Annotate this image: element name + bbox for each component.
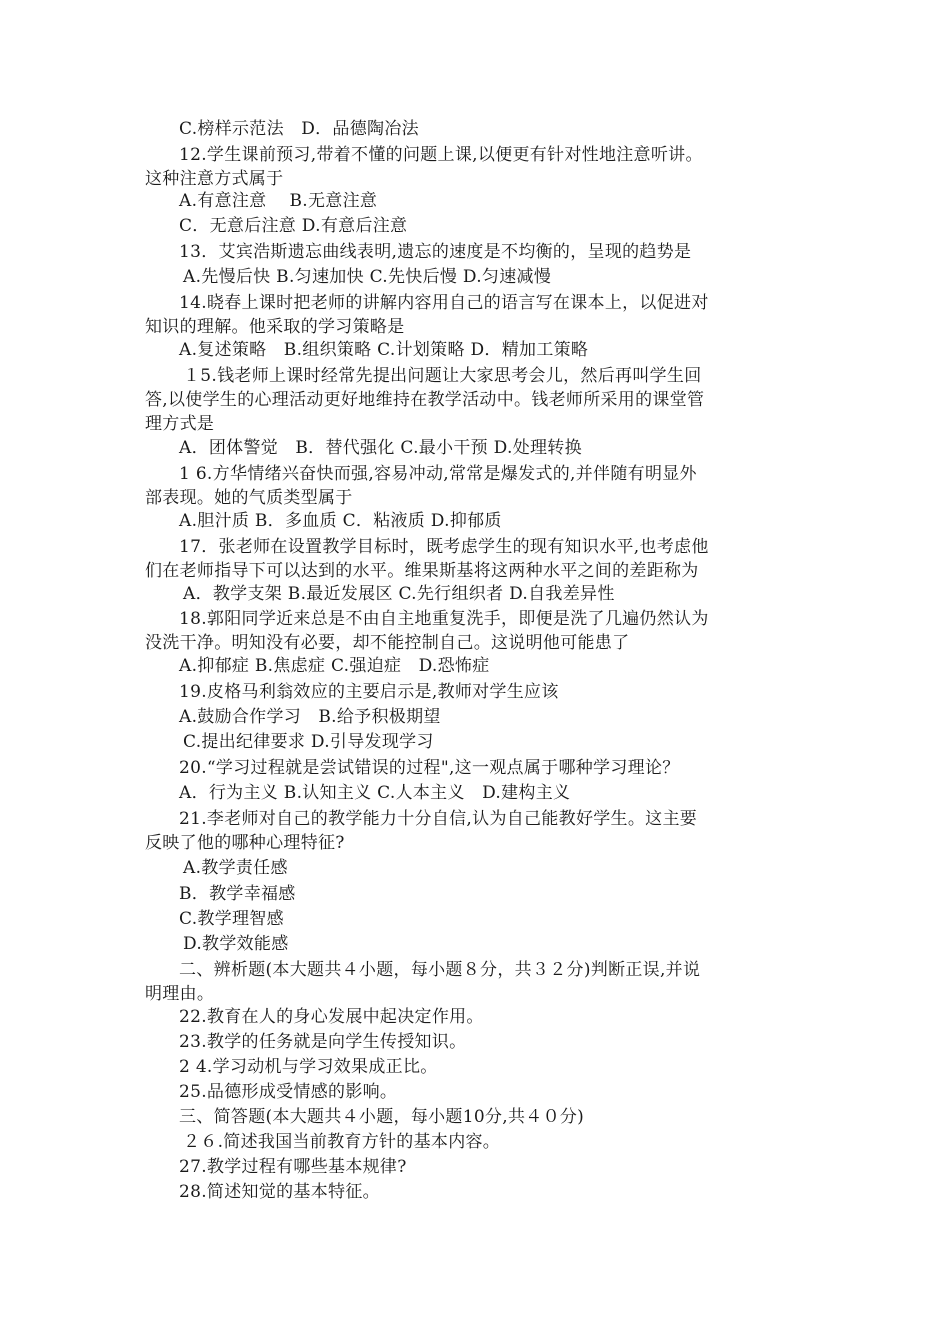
question-14: 14.晓春上课时把老师的讲解内容用自己的语言写在课本上，以促进对 — [179, 293, 709, 313]
question-12-cont: 这种注意方式属于 — [145, 169, 284, 189]
option-line-q17: A．教学支架 B.最近发展区 C.先行组织者 D.自我差异性 — [183, 584, 615, 604]
option-q21d: D.教学效能感 — [183, 934, 289, 954]
question-25: 25.品德形成受情感的影响。 — [179, 1082, 398, 1102]
question-26: ２６.简述我国当前教育方针的基本内容。 — [183, 1132, 501, 1152]
question-24: 2 4.学习动机与学习效果成正比。 — [179, 1057, 438, 1077]
option-line-q18: A.抑郁症 B.焦虑症 C.强迫症 D.恐怖症 — [179, 656, 490, 676]
option-line-q20: A．行为主义 B.认知主义 C.人本主义 D.建构主义 — [179, 783, 571, 803]
question-18-cont: 没洗干净。明知没有必要，却不能控制自己。这说明他可能患了 — [145, 633, 630, 653]
option-line-q16: A.胆汁质 B．多血质 C．粘液质 D.抑郁质 — [179, 511, 502, 531]
question-15-cont2: 理方式是 — [145, 414, 215, 434]
question-27: 27.教学过程有哪些基本规律? — [179, 1157, 407, 1177]
question-21-cont: 反映了他的哪种心理特征? — [145, 833, 345, 853]
question-28: 28.简述知觉的基本特征。 — [179, 1182, 380, 1202]
question-17: 17．张老师在设置教学目标时，既考虑学生的现有知识水平,也考虑他 — [179, 537, 709, 557]
question-15-cont1: 答,以使学生的心理活动更好地维持在教学活动中。钱老师所采用的课堂管 — [145, 390, 705, 410]
question-16-cont: 部表现。她的气质类型属于 — [145, 488, 353, 508]
option-line-q19b: C.提出纪律要求 D.引导发现学习 — [183, 732, 434, 752]
option-line-q13: A.先慢后快 B.匀速加快 C.先快后慢 D.匀速减慢 — [183, 267, 552, 287]
question-14-cont: 知识的理解。他采取的学习策略是 — [145, 317, 405, 337]
question-16: 1 6.方华情绪兴奋快而强,容易冲动,常常是爆发式的,并伴随有明显外 — [179, 464, 697, 484]
question-15: １5.钱老师上课时经常先提出问题让大家思考会儿，然后再叫学生回 — [183, 366, 702, 386]
question-23: 23.教学的任务就是向学生传授知识。 — [179, 1032, 467, 1052]
question-20: 20.“学习过程就是尝试错误的过程",这一观点属于哪种学习理论？ — [179, 758, 680, 778]
question-22: 22.教育在人的身心发展中起决定作用。 — [179, 1007, 484, 1027]
question-19: 19.皮格马利翁效应的主要启示是,教师对学生应该 — [179, 682, 559, 702]
question-12: 12.学生课前预习,带着不懂的问题上课,以便更有针对性地注意听讲。 — [179, 145, 703, 165]
option-q21c: C.教学理智感 — [179, 909, 284, 929]
option-line-q19a: A.鼓励合作学习 B.给予积极期望 — [179, 707, 441, 727]
option-line-q12a: A.有意注意 B.无意注意 — [179, 191, 378, 211]
question-17-cont: 们在老师指导下可以达到的水平。维果斯基将这两种水平之间的差距称为 — [145, 561, 699, 581]
option-line-q11b: C.榜样示范法 D．品德陶冶法 — [179, 119, 419, 139]
option-q21b: B．教学幸福感 — [179, 884, 296, 904]
section-2-heading-cont: 明理由。 — [145, 984, 215, 1004]
question-18: 18.郭阳同学近来总是不由自主地重复洗手，即便是洗了几遍仍然认为 — [179, 609, 709, 629]
question-21: 21.李老师对自己的教学能力十分自信,认为自己能教好学生。这主要 — [179, 809, 698, 829]
option-line-q12b: C．无意后注意 D.有意后注意 — [179, 216, 408, 236]
section-2-heading: 二、辨析题(本大题共４小题，每小题８分，共３２分)判断正误,并说 — [179, 960, 701, 980]
section-3-heading: 三、简答题(本大题共４小题，每小题10分,共４０分) — [179, 1107, 585, 1127]
question-13: 13．艾宾浩斯遗忘曲线表明,遗忘的速度是不均衡的，呈现的趋势是 — [179, 242, 692, 262]
option-q21a: A.教学责任感 — [183, 858, 288, 878]
option-line-q15: A．团体警觉 B．替代强化 C.最小干预 D.处理转换 — [179, 438, 582, 458]
option-line-q14: A.复述策略 B.组织策略 C.计划策略 D．精加工策略 — [179, 340, 589, 360]
